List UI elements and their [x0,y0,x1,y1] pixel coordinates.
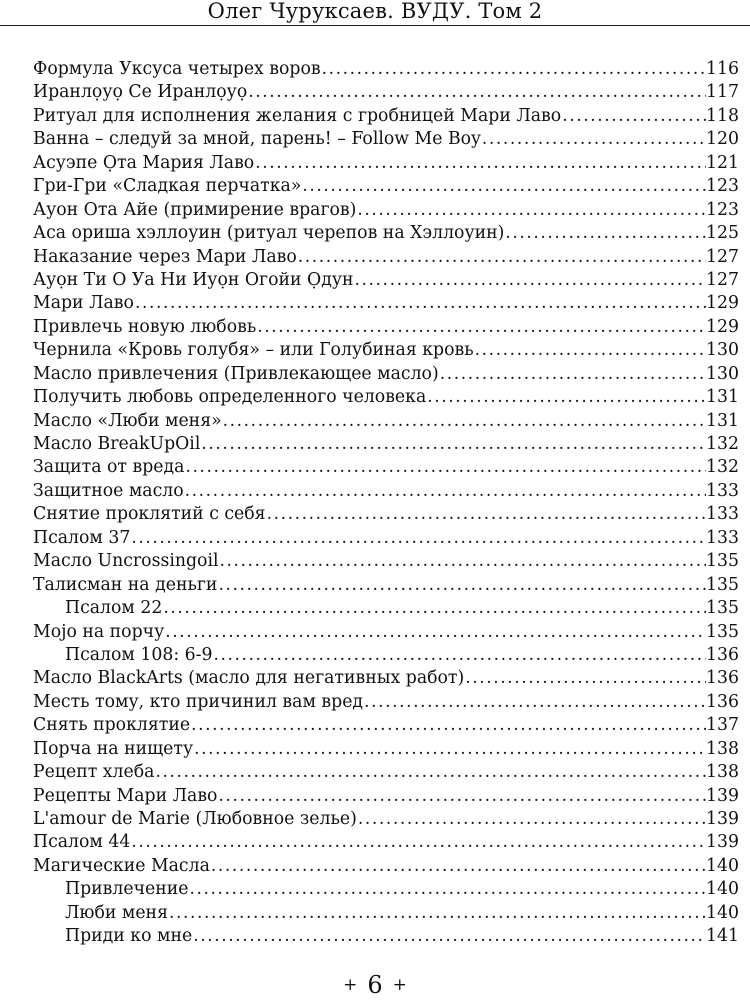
entry-page-number: 129 [706,316,739,337]
entry-title: Псалом 108: 6-9 [65,644,213,665]
entry-page-number: 120 [706,129,739,150]
toc-entry [33,574,739,597]
entry-page-number: 129 [706,293,739,314]
entry-title: Аса ориша хэллоуин (ритуал черепов на Хэллоуин) [33,223,505,244]
entry-page-number: 136 [706,644,739,665]
dot-leader [355,269,706,292]
dot-leader [155,761,706,784]
entry-title: Масло BreakUpOil [33,434,201,454]
entry-title: Асуэпе Ọта Мария Лаво [33,152,255,173]
entry-title: Магические Масла [33,855,210,876]
entry-title: Гри-Гри «Сладкая перчатка» [33,176,302,197]
toc-entry [33,128,739,151]
toc-subentry [33,902,739,925]
toc-entry [33,339,739,362]
entry-page-number: 132 [706,457,739,478]
toc-entry [33,761,739,784]
dot-leader [302,175,706,198]
dot-leader [322,58,706,81]
toc-entry [33,246,739,269]
toc-entry [33,386,739,409]
toc-entry [33,152,739,175]
entry-title: Привлечь новую любовь [33,316,257,337]
entry-page-number: 137 [706,715,739,736]
dot-leader [440,363,706,386]
entry-title: Масло BlackArts (масло для негативных работ) [33,668,465,689]
entry-title: Ауон Ота Айе (примирение врагов) [33,199,357,220]
toc-entry [33,433,739,456]
toc-subentry [33,644,739,667]
entry-page-number: 116 [706,59,739,79]
toc-entry [33,621,739,644]
entry-title: Талисман на деньги [33,574,218,595]
dot-leader [211,855,706,878]
dot-leader [482,128,706,151]
entry-page-number: 135 [706,574,739,595]
dot-leader [267,503,706,526]
toc-subentry [33,878,739,901]
entry-title: Защита от вреда [33,457,185,478]
dot-leader [193,925,706,948]
entry-title: Получить любовь определенного человека [33,387,427,408]
dot-leader [255,152,706,175]
entry-title: Mojo на порчу [33,621,165,642]
entry-title: Люби меня [65,902,168,923]
page-footer [0,972,750,998]
entry-page-number: 118 [706,105,739,126]
toc-entry [33,527,739,550]
toc-entry [33,105,739,128]
book-title: Олег Чуруксаев. ВУДУ. Том 2 [207,0,543,23]
dot-leader [364,691,706,714]
dot-leader [214,644,707,667]
entry-title: Чернила «Кровь голубя» – или Голубиная кровь [33,340,474,361]
entry-page-number: 123 [706,176,739,197]
toc-entry [33,714,739,737]
entry-title: Псалом 44 [33,832,131,853]
toc-entry [33,81,739,104]
toc-entry [33,456,739,479]
entry-title: Формула Уксуса четырех воров [33,59,321,79]
entry-title: Наказание через Мари Лаво [33,246,297,267]
dot-leader [562,105,706,128]
entry-title: Ауọн Ти О Уа Ни Иуọн Огойи Ọдун [33,269,354,290]
toc-entry [33,410,739,433]
dot-leader [427,386,706,409]
entry-title: Иранлọуọ Се Иранлọуọ [33,82,248,103]
entry-page-number: 131 [706,410,739,431]
entry-title: Ванна – следуй за мной, парень! – Follow Me Boy [33,129,481,150]
footer-ornament-left: + [343,975,358,995]
dot-leader [465,667,706,690]
entry-page-number: 125 [706,223,739,244]
dot-leader [165,621,706,644]
entry-page-number: 135 [706,598,739,619]
toc-entry [33,831,739,854]
dot-leader [257,316,706,339]
entry-title: Масло Uncrossingoil [33,551,219,572]
toc-subentry [33,597,739,620]
dot-leader [185,480,706,503]
toc-entry [33,808,739,831]
entry-page-number: 123 [706,199,739,220]
dot-leader [218,785,706,808]
dot-leader [357,199,706,222]
entry-page-number: 136 [706,691,739,712]
entry-page-number: 138 [706,738,739,759]
toc-entry [33,550,739,573]
dot-leader [190,878,706,901]
toc-entry [33,199,739,222]
toc-entry [33,269,739,292]
entry-title: Месть тому, кто причинил вам вред [33,691,364,712]
dot-leader [298,246,706,269]
dot-leader [194,738,706,761]
entry-page-number: 133 [706,504,739,525]
dot-leader [169,902,706,925]
toc-entry [33,58,739,81]
toc-entry [33,855,739,878]
dot-leader [163,597,706,620]
dot-leader [218,574,706,597]
entry-page-number: 139 [706,785,739,806]
dot-leader [201,433,706,456]
toc-entry [33,222,739,245]
entry-title: Защитное масло [33,480,184,501]
dot-leader [358,808,706,831]
entry-title: Псалом 22 [65,598,163,619]
page-number: 6 [367,971,383,999]
entry-page-number: 135 [706,621,739,642]
entry-title: Снять проклятие [33,715,191,736]
entry-page-number: 133 [706,527,739,548]
entry-page-number: 117 [706,82,739,103]
dot-leader [505,222,706,245]
entry-page-number: 130 [706,363,739,384]
entry-title: Порча на нищету [33,738,194,759]
entry-title: Масло привлечения (Привлекающее масло) [33,363,439,384]
entry-page-number: 140 [706,855,739,876]
entry-title: Рецепты Мари Лаво [33,785,218,806]
entry-page-number: 140 [706,902,739,923]
toc-entry [33,480,739,503]
toc-entry [33,691,739,714]
entry-page-number: 132 [706,434,739,454]
footer-ornament-right: + [392,975,407,995]
entry-page-number: 127 [706,246,739,267]
toc-entry [33,292,739,315]
entry-page-number: 138 [706,762,739,783]
dot-leader [131,831,706,854]
entry-title: Масло «Люби меня» [33,410,222,431]
dot-leader [220,550,706,573]
entry-page-number: 121 [706,152,739,173]
entry-title: L'amour de Marie (Любовное зелье) [33,809,357,829]
entry-page-number: 130 [706,340,739,361]
dot-leader [135,292,706,315]
entry-title: Ритуал для исполнения желания с гробницей Мари Лаво [33,105,562,126]
toc-entry [33,503,739,526]
table-of-contents [33,58,739,949]
entry-title: Приди ко мне [65,926,193,947]
toc-subentry [33,925,739,948]
dot-leader [131,527,706,550]
toc-entry [33,175,739,198]
entry-page-number: 141 [706,926,739,947]
entry-title: Псалом 37 [33,527,131,548]
entry-title: Мари Лаво [33,293,134,314]
running-header [0,0,750,26]
entry-title: Привлечение [65,879,189,900]
dot-leader [185,456,706,479]
entry-page-number: 127 [706,269,739,290]
entry-page-number: 139 [706,832,739,853]
entry-page-number: 135 [706,551,739,572]
toc-entry [33,785,739,808]
entry-title: Рецепт хлеба [33,762,155,783]
entry-page-number: 140 [706,879,739,900]
entry-page-number: 139 [706,809,739,829]
entry-page-number: 131 [706,387,739,408]
toc-entry [33,667,739,690]
dot-leader [191,714,706,737]
toc-entry [33,738,739,761]
dot-leader [223,410,706,433]
entry-page-number: 133 [706,480,739,501]
entry-title: Снятие проклятий с себя [33,504,266,525]
dot-leader [248,81,706,104]
dot-leader [475,339,706,362]
entry-page-number: 136 [706,668,739,689]
toc-entry [33,363,739,386]
toc-entry [33,316,739,339]
